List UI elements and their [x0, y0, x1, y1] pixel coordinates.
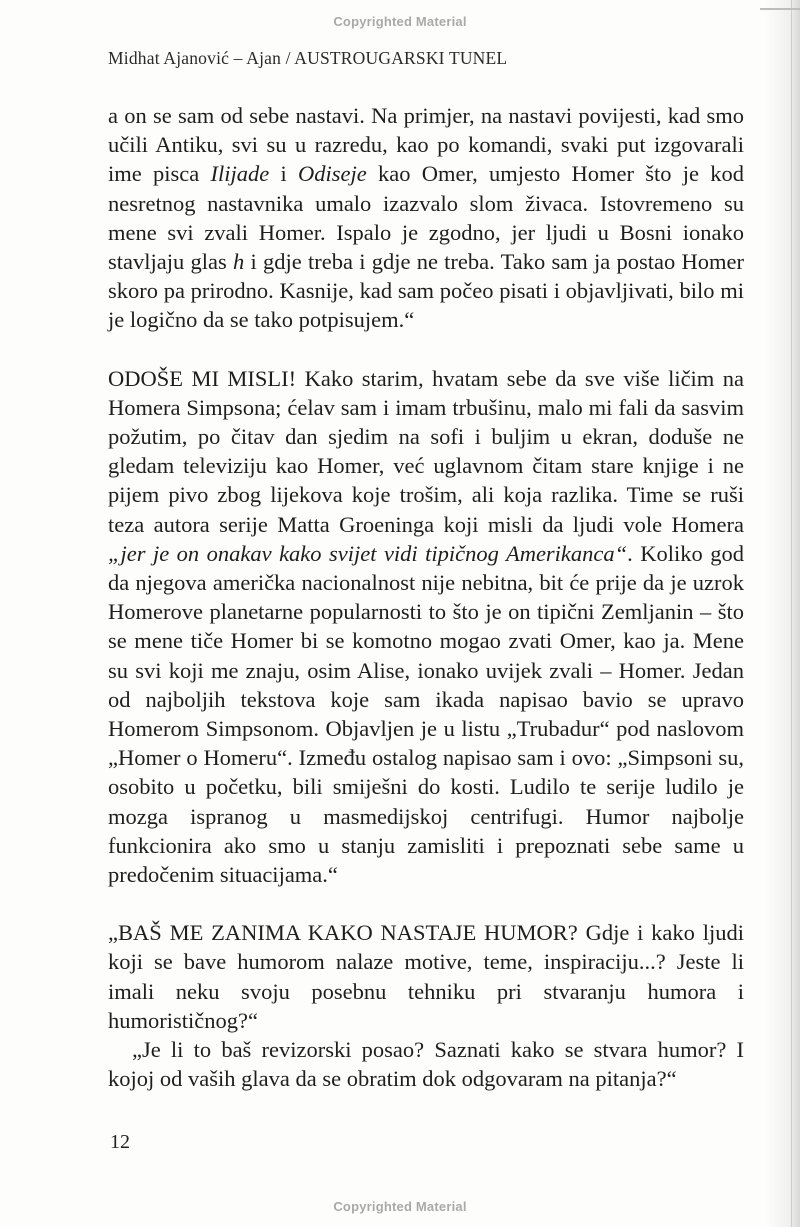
paragraph-1-segment-5: kao Omer, umjesto Homer što je kod nesretnog nastavnika umalo izazvalo slom živaca. Istovremeno su mene svi zvali Homer. Ispalo je zgodno, jer ljudi u Bosni ionako stavljaju glas	[108, 161, 744, 275]
paragraph-4	[108, 1035, 744, 1093]
paragraph-1-italic-ilijade: Ilijade	[210, 161, 270, 187]
paragraph-3	[108, 918, 744, 1035]
paragraph-1	[108, 101, 744, 335]
paragraph-2-italic-quote: „jer je on onakav kako svijet vidi tipičnog Amerikanca“	[108, 540, 628, 566]
page-edge-shadow	[766, 0, 800, 1227]
body-text	[108, 101, 744, 1094]
paragraph-2-segment-1: ODOŠE MI MISLI! Kako starim, hvatam sebe da sve više ličim na Homera Simpsona; ćelav sam i imam trbušinu, malo mi fali da sasvim požutim, po čitav dan sjedim na sofi i buljim u ekran, doduše ne gledam televiziju kao Homer, već uglavnom čitam stare knjige i ne pijem pivo zbog lijekova koje trošim, ali koja razlika. Time se ruši teza autora serije Matta Groeninga koji misli da ljudi vole Homera	[108, 365, 744, 537]
paragraph-2-segment-3: . Koliko god da njegova američka nacionalnost nije nebitna, bit će prije da je uzrok Homerove planetarne popularnosti to što je on tipični Zemljanin – što se mene tiče Homer bi se komotno mogao zvati Omer, kao ja. Mene su svi koji me znaju, osim Alise, ionako uvijek zvali – Homer. Jedan od najboljih tekstova koje sam ikada napisao bavio se upravo Homerom Simpsonom. Objavljen je u listu „Trubadur“ pod naslovom „Homer o Homeru“. Između ostalog napisao sam i ovo: „Simpsoni su, osobito u početku, bili smiješni do kosti. Ludilo te serije ludilo je mozga ispranog u masmedijskoj centrifugi. Humor najbolje funkcionira ako smo u stanju zamisliti i prepoznati sebe same u predočenim situacijama.“	[108, 540, 744, 888]
copyright-watermark-bottom: Copyrighted Material	[333, 1199, 467, 1214]
paragraph-1-italic-h: h	[232, 249, 245, 275]
paragraph-2	[108, 364, 744, 890]
running-head: Midhat Ajanović – Ajan / AUSTROUGARSKI TUNEL	[108, 48, 508, 68]
page-edge-line	[791, 0, 792, 1227]
paragraph-1-italic-odiseje: Odiseje	[298, 161, 367, 187]
scan-top-mark	[760, 8, 800, 10]
paragraph-1-segment-7: i gdje treba i gdje ne treba. Tako sam ja postao Homer skoro pa prirodno. Kasnije, kad sam počeo pisati i objavljivati, bilo mi je logično da se tako potpisujem.“	[108, 249, 744, 333]
page-number: 12	[110, 1131, 130, 1153]
paragraph-1-segment-1: a on se sam od sebe nastavi. Na primjer, na nastavi povijesti, kad smo učili Antiku, svi su u razredu, kao po komandi, svaki put izgovarali ime pisca	[108, 103, 744, 187]
paragraph-3-segment-1: „BAŠ ME ZANIMA KAKO NASTAJE HUMOR? Gdje i kako ljudi koji se bave humorom nalaze motive, teme, inspiraciju...? Jeste li imali neku svoju posebnu tehniku pri stvaranju humora i humorističnog?“	[108, 920, 744, 1033]
paragraph-1-segment-3: i	[269, 161, 299, 187]
copyright-watermark-top: Copyrighted Material	[333, 14, 467, 29]
paragraph-4-segment-1: „Je li to baš revizorski posao? Saznati kako se stvara humor? I kojoj od vaših glava da se obratim dok odgovaram na pitanja?“	[108, 1037, 744, 1092]
